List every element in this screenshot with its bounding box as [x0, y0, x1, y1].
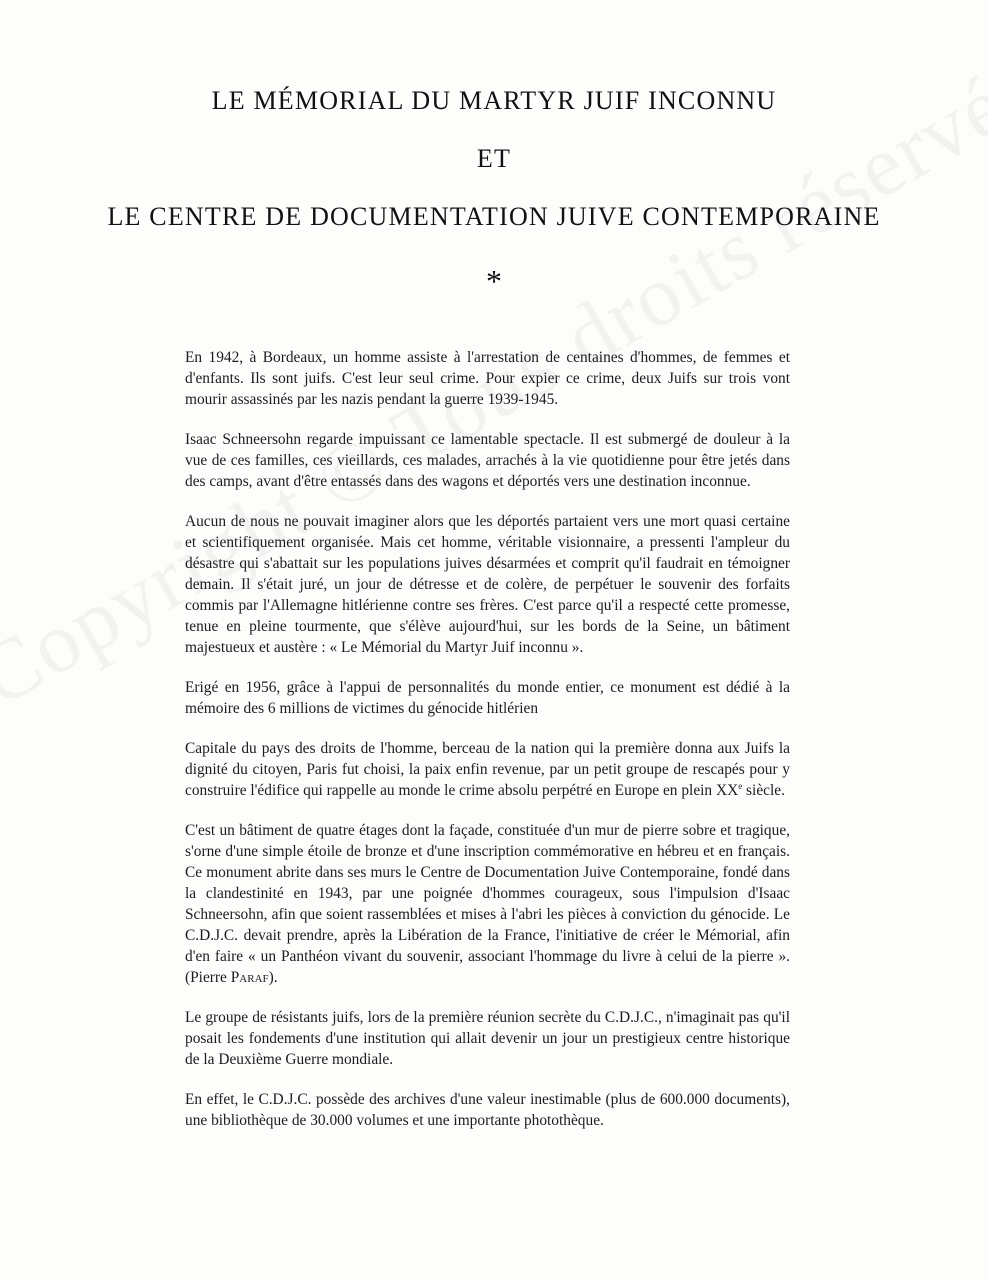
paragraph-2: Isaac Schneersohn regarde impuissant ce lamentable spectacle. Il est submergé de douleur à la vue de ces familles, ces vieillards, ces malades, arrachés à la vie quotidienne pour être jetés dans des camps, avant d'être entassés dans des wagons et déportés vers une destination inconnue. — [185, 431, 790, 490]
paragraph-1: En 1942, à Bordeaux, un homme assiste à l'arrestation de centaines d'hommes, de femmes et d'enfants. Ils sont juifs. C'est leur seul crime. Pour expier ce crime, deux Juifs sur trois vont mourir assassinés par les nazis pendant la guerre 1939-1945. — [185, 349, 790, 408]
paragraph-6-text: C'est un bâtiment de quatre étages dont la façade, constituée d'un mur de pierre sobre et tragique, s'orne d'une simple étoile de bronze et d'une inscription commémorative en hébreu et en français. Ce monument abrite dans ses murs le Centre de Documentation Juive Contemporaine, fondé dans la clandestinité en 1943, par une poignée d'hommes courageux, sous l'impulsion d'Isaac Schneersohn, afin que soient rassemblées et mises à l'abri les pièces à conviction du génocide. Le C.D.J.C. devait prendre, après la Libération de la France, l'initiative de créer le Mémorial, afin d'en faire « un Panthéon vivant du souvenir, associant l'hommage du livre à celui de la pierre ». (Pierre — [185, 822, 790, 986]
paragraph-5 — [185, 738, 790, 801]
paragraph-5-tail: siècle. — [742, 782, 785, 799]
body-text — [185, 347, 790, 1150]
paragraph-8: En effet, le C.D.J.C. possède des archives d'une valeur inestimable (plus de 600.000 documents), une bibliothèque de 30.000 volumes et une importante photothèque. — [185, 1091, 790, 1129]
page-title — [0, 78, 988, 230]
title-line-1: LE MÉMORIAL DU MARTYR JUIF INCONNU — [211, 86, 777, 115]
citation-author: Paraf — [230, 969, 269, 986]
title-line-2: ET — [476, 144, 512, 173]
paragraph-3: Aucun de nous ne pouvait imaginer alors que les déportés partaient vers une mort quasi certaine et scientifiquement organisée. Mais cet homme, véritable visionnaire, a pressenti l'ampleur du désastre qui s'abattait sur les populations juives désarmées et comprit qu'il faudrait en témoigner demain. Il s'était juré, un jour de détresse et de colère, de perpétuer le souvenir des forfaits commis par l'Allemagne hitlérienne contre ses frères. C'est parce qu'il a respecté cette promesse, tenue en pleine tourmente, que s'élève aujourd'hui, sur les bords de la Seine, un bâtiment majestueux et austère : « Le Mémorial du Martyr Juif inconnu ». — [185, 513, 790, 656]
paragraph-5-text: Capitale du pays des droits de l'homme, berceau de la nation qui la première donna aux Juifs la dignité du citoyen, Paris fut choisi, la paix enfin revenue, par un petit groupe de rescapés pour y construire l'édifice qui rappelle au monde le crime absolu perpétré en Europe en plein XX — [185, 740, 790, 799]
asterisk-separator: * — [486, 263, 502, 299]
citation-close: ). — [268, 969, 278, 986]
title-line-3: LE CENTRE DE DOCUMENTATION JUIVE CONTEMPORAINE — [107, 202, 881, 231]
paragraph-6 — [185, 820, 790, 988]
paragraph-7: Le groupe de résistants juifs, lors de la première réunion secrète du C.D.J.C., n'imaginait pas qu'il posait les fondements d'une institution qui allait devenir un jour un prestigieux centre historique de la Deuxième Guerre mondiale. — [185, 1009, 790, 1068]
paragraph-4: Erigé en 1956, grâce à l'appui de personnalités du monde entier, ce monument est dédié à la mémoire des 6 millions de victimes du génocide hitlérien — [185, 679, 790, 717]
century-superscript: e — [738, 780, 743, 791]
